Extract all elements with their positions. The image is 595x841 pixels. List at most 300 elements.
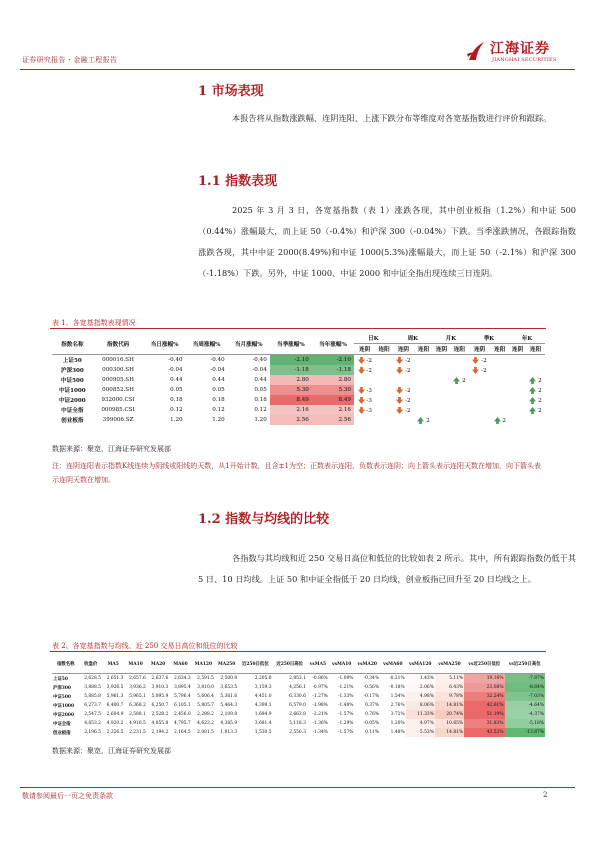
table-2-header: MA20 bbox=[147, 655, 169, 674]
table-1-header: 当周涨幅% bbox=[186, 333, 228, 355]
value-cell: 6,273.7 bbox=[84, 703, 101, 708]
index-code: 000300.SH bbox=[102, 367, 134, 373]
value-cell: 0.11% bbox=[365, 730, 380, 735]
streak-cell bbox=[376, 385, 393, 395]
value-cell: -1.57% bbox=[338, 712, 354, 717]
index-code: 000905.SH bbox=[102, 377, 134, 383]
streak-cell bbox=[490, 365, 509, 375]
pct-cell: 5.30 bbox=[312, 385, 354, 395]
index-name: 上证50 bbox=[62, 358, 82, 364]
streak-cell bbox=[414, 365, 433, 375]
table-row bbox=[52, 355, 545, 366]
streak-cell bbox=[469, 395, 491, 405]
streak-cell: -2 bbox=[393, 355, 415, 366]
streak-cell bbox=[414, 385, 433, 395]
pct-cell: 0.05 bbox=[254, 387, 267, 393]
pct-cell: 0.12 bbox=[170, 407, 183, 413]
pct-cell: -2.10 bbox=[270, 355, 312, 366]
table-2-header: vsMA10 bbox=[329, 655, 355, 674]
index-code: 000016.SH bbox=[102, 357, 134, 363]
value-cell: -1.09% bbox=[338, 676, 354, 681]
pct-cell: 0.05 bbox=[212, 387, 225, 393]
company-logo-english: JIANGHAI SECURITIES bbox=[492, 57, 557, 63]
pct-cell: -1.18 bbox=[312, 365, 354, 375]
streak-cell bbox=[354, 375, 376, 385]
table-1-source: 数据来源：聚宽，江海证券研究发展部 bbox=[52, 445, 171, 453]
section-1-1-title: 1.1 指数表现 bbox=[198, 174, 278, 189]
value-cell: 2,528.2 bbox=[151, 712, 169, 717]
company-logo-text: 江海证券 bbox=[490, 41, 550, 57]
value-cell: -0.97% bbox=[312, 685, 328, 690]
value-cell: 23.08% bbox=[464, 683, 504, 692]
value-cell: 4,385.9 bbox=[220, 721, 238, 726]
value-cell: -4.37% bbox=[505, 710, 546, 719]
value-cell: 14.81% bbox=[435, 701, 464, 710]
value-cell: 4,853.2 bbox=[84, 721, 101, 726]
value-cell: -1.34% bbox=[312, 730, 328, 735]
index-name: 中证500 bbox=[53, 694, 71, 700]
streak-cell bbox=[450, 415, 469, 425]
table-2-header: vsMA250 bbox=[435, 655, 464, 674]
pct-cell: 8.49 bbox=[270, 395, 312, 405]
value-cell: -1.48% bbox=[338, 703, 354, 708]
table-row bbox=[52, 710, 545, 719]
down-arrow-icon bbox=[358, 397, 365, 404]
value-cell: 4,855.8 bbox=[151, 721, 169, 726]
value-cell: 2,550.3 bbox=[289, 730, 306, 735]
streak-cell bbox=[450, 395, 469, 405]
value-cell: 31.83% bbox=[464, 719, 504, 728]
value-cell: 5.11% bbox=[435, 674, 464, 684]
streak-cell: -2 bbox=[469, 365, 491, 375]
value-cell: 3,888.5 bbox=[84, 685, 101, 690]
streak-cell: -2 bbox=[393, 405, 415, 415]
value-cell: 51.19% bbox=[464, 710, 504, 719]
value-cell: 1,684.9 bbox=[254, 712, 272, 717]
value-cell: -0.17% bbox=[363, 694, 380, 699]
pct-cell: 0.44 bbox=[170, 377, 183, 383]
value-cell: -1.33% bbox=[338, 694, 354, 699]
pct-cell: 8.49 bbox=[312, 395, 354, 405]
value-cell: 4,399.1 bbox=[254, 703, 272, 708]
table-1-caption-rule bbox=[50, 328, 546, 329]
pct-cell: 2.56 bbox=[312, 415, 354, 425]
pct-cell: -0.04 bbox=[252, 367, 267, 373]
value-cell: 3,810.0 bbox=[197, 685, 214, 690]
index-name: 中证全指 bbox=[53, 721, 71, 727]
streak-cell bbox=[393, 375, 415, 385]
value-cell: -0.86% bbox=[312, 676, 328, 681]
value-cell: 2,231.5 bbox=[129, 730, 146, 735]
pct-cell: -0.40 bbox=[210, 357, 225, 363]
streak-cell bbox=[376, 415, 393, 425]
table-2-source: 数据来源：聚宽，江海证券研究发展部 bbox=[52, 747, 171, 755]
streak-cell bbox=[414, 405, 433, 415]
pct-cell: 5.30 bbox=[270, 385, 312, 395]
index-code: 932000.CSI bbox=[101, 397, 135, 403]
value-cell: 14.81% bbox=[435, 728, 464, 737]
streak-cell bbox=[490, 355, 509, 366]
value-cell: -0.21% bbox=[389, 676, 405, 681]
value-cell: 4,256.1 bbox=[289, 685, 306, 690]
value-cell: 0.76% bbox=[365, 712, 380, 717]
value-cell: -7.03% bbox=[505, 692, 546, 701]
value-cell: 4.98% bbox=[406, 692, 435, 701]
value-cell: 2.06% bbox=[406, 683, 435, 692]
streak-cell bbox=[433, 405, 450, 415]
streak-cell: 2 bbox=[414, 415, 433, 425]
table-1-subheader: 连阴 bbox=[469, 344, 491, 355]
table-2-header: MA250 bbox=[215, 655, 238, 674]
pct-cell: 1.20 bbox=[170, 417, 183, 423]
table-row bbox=[52, 728, 545, 737]
streak-cell bbox=[450, 385, 469, 395]
value-cell: 2,591.5 bbox=[197, 676, 214, 681]
table-2-header: vsMA5 bbox=[307, 655, 329, 674]
section-1-2-title: 1.2 指数与均线的比较 bbox=[198, 512, 330, 527]
index-name: 上证50 bbox=[53, 676, 68, 682]
streak-cell bbox=[450, 405, 469, 415]
table-1-group-header: 年K bbox=[509, 333, 545, 344]
streak-cell bbox=[490, 395, 509, 405]
streak-cell bbox=[526, 365, 545, 375]
index-name: 沪深300 bbox=[60, 368, 84, 374]
table-row bbox=[52, 385, 545, 395]
streak-cell bbox=[393, 415, 415, 425]
table-1-subheader: 连阳 bbox=[450, 344, 469, 355]
index-name: 中证2000 bbox=[53, 712, 75, 718]
value-cell: 8.06% bbox=[406, 701, 435, 710]
header-report-type: 证券研究报告 · 金融工程报告 bbox=[22, 56, 118, 64]
up-arrow-icon bbox=[494, 417, 501, 424]
value-cell: -7.87% bbox=[505, 674, 546, 684]
value-cell: 5,805.7 bbox=[197, 703, 214, 708]
value-cell: -1.21% bbox=[338, 685, 354, 690]
value-cell: 2,226.5 bbox=[106, 730, 124, 735]
value-cell: -0.18% bbox=[389, 685, 405, 690]
table-1-caption: 表 1、各宽基指数表现情况 bbox=[52, 319, 136, 327]
table-row bbox=[52, 719, 545, 728]
value-cell: 3,681.4 bbox=[254, 721, 272, 726]
index-name: 中证全指 bbox=[61, 408, 84, 414]
pct-cell: 0.12 bbox=[254, 407, 267, 413]
streak-cell bbox=[414, 395, 433, 405]
streak-cell bbox=[509, 405, 526, 415]
table-1-subheader: 连阳 bbox=[414, 344, 433, 355]
table-2-header: MA120 bbox=[192, 655, 215, 674]
streak-cell: -2 bbox=[393, 365, 415, 375]
streak-cell bbox=[490, 385, 509, 395]
table-1-subheader: 连阴 bbox=[354, 344, 376, 355]
index-name: 中证1000 bbox=[58, 388, 86, 394]
value-cell: -0.34% bbox=[363, 676, 380, 681]
value-cell: 3,159.3 bbox=[254, 685, 272, 690]
pct-cell: 1.20 bbox=[254, 417, 267, 423]
table-2-header: 近250日高位 bbox=[273, 655, 307, 674]
pct-cell: -0.04 bbox=[168, 367, 183, 373]
value-cell: 1.20% bbox=[390, 721, 405, 726]
value-cell: 2,500.8 bbox=[220, 676, 238, 681]
pct-cell: -0.04 bbox=[210, 367, 225, 373]
table-row bbox=[52, 415, 545, 425]
value-cell: -1.57% bbox=[338, 730, 354, 735]
value-cell: -1.98% bbox=[312, 703, 328, 708]
table-1-header: 当月涨幅% bbox=[228, 333, 270, 355]
pct-cell: 2.80 bbox=[312, 375, 354, 385]
value-cell: 5,796.4 bbox=[173, 694, 191, 699]
table-1-header: 指数代码 bbox=[93, 333, 144, 355]
table-1-header: 当季涨幅% bbox=[270, 333, 312, 355]
value-cell: 4.97% bbox=[406, 719, 435, 728]
table-2-caption-rule bbox=[50, 651, 546, 652]
section-1-1-paragraph: 2025 年 3 月 3 日，各宽基指数（表 1）涨跌各现，其中创业板指（1.2%）和中证 500（0.44%）涨幅最大，而上证 50（-0.4%）和沪深 300（-0.04%）下跌。当季涨跌情况，各跟踪指数涨跌各现，其中中证 2000(8.49%)和中证 1000(5.3%)涨幅最大，而上证 50（-2.1%）和沪深 300（-1.18%）下跌。另外，中证 1000、中证 2000 和中证全指出现连续三日连阴。 bbox=[198, 205, 576, 278]
table-1-subheader: 连阴 bbox=[509, 344, 526, 355]
table-1-header: 指数名称 bbox=[52, 333, 93, 355]
value-cell: -1.27% bbox=[312, 694, 328, 699]
table-1-group-header: 季K bbox=[469, 333, 509, 344]
value-cell: 4,623.2 bbox=[197, 721, 214, 726]
table-row bbox=[52, 405, 545, 415]
down-arrow-icon bbox=[358, 387, 365, 394]
value-cell: 42.61% bbox=[464, 701, 504, 710]
pct-cell: 2.56 bbox=[270, 415, 312, 425]
table-row bbox=[52, 692, 545, 701]
section-1-2-paragraph: 各指数与其均线和近 250 交易日高位和低位的比较如表 2 所示。其中，所有跟踪指数仍低于其 5 日、10 日均线。上证 50 和中证全指低于 20 日均线，创业板指已回升至 20 日均线之上。 bbox=[198, 553, 576, 584]
table-1-subheader: 连阳 bbox=[526, 344, 545, 355]
value-cell: 2,456.0 bbox=[173, 712, 191, 717]
value-cell: 6,250.7 bbox=[151, 703, 169, 708]
footer-divider bbox=[20, 787, 575, 788]
streak-cell: -2 bbox=[354, 355, 376, 366]
value-cell: 5,464.3 bbox=[220, 703, 238, 708]
value-cell: 2,196.5 bbox=[84, 730, 101, 735]
streak-cell: 2 bbox=[490, 415, 509, 425]
pct-cell: 1.20 bbox=[212, 417, 225, 423]
value-cell: -13.87% bbox=[505, 728, 546, 737]
index-code: 000985.CSI bbox=[101, 407, 135, 413]
streak-cell: -3 bbox=[354, 395, 376, 405]
value-cell: 3,910.3 bbox=[151, 685, 169, 690]
value-cell: 20.74% bbox=[435, 710, 464, 719]
index-code: 399006.SZ bbox=[102, 417, 134, 423]
table-1-group-header: 周K bbox=[393, 333, 433, 344]
streak-cell bbox=[433, 355, 450, 366]
value-cell: 4,920.2 bbox=[106, 721, 124, 726]
streak-cell bbox=[469, 375, 491, 385]
table-1-subheader: 连阳 bbox=[376, 344, 393, 355]
table-row bbox=[52, 395, 545, 405]
pct-cell: 0.05 bbox=[170, 387, 183, 393]
streak-cell: -2 bbox=[393, 395, 415, 405]
index-name: 创业板指 bbox=[61, 418, 84, 424]
table-2-header: 指数名称 bbox=[52, 655, 80, 674]
table-row bbox=[52, 674, 545, 684]
header-divider bbox=[20, 69, 575, 70]
streak-cell: -3 bbox=[354, 385, 376, 395]
footer-disclaimer: 敬请参阅最后一页之免责条款 bbox=[22, 792, 113, 800]
pct-cell: 2.16 bbox=[270, 405, 312, 415]
value-cell: 5,885.8 bbox=[84, 694, 101, 699]
streak-cell bbox=[376, 355, 393, 366]
streak-cell bbox=[414, 355, 433, 366]
pct-cell: -0.40 bbox=[168, 357, 183, 363]
pct-cell: 0.18 bbox=[170, 397, 183, 403]
streak-cell bbox=[433, 365, 450, 375]
streak-cell bbox=[509, 355, 526, 366]
value-cell: 1.43% bbox=[406, 674, 435, 684]
streak-cell: -2 bbox=[393, 385, 415, 395]
value-cell: 2,637.6 bbox=[151, 676, 169, 681]
value-cell: 3,653.5 bbox=[220, 685, 238, 690]
value-cell: -4.64% bbox=[505, 701, 546, 710]
streak-cell bbox=[433, 415, 450, 425]
table-row bbox=[52, 365, 545, 375]
value-cell: 5,606.4 bbox=[197, 694, 214, 699]
table-1-group-header: 月K bbox=[433, 333, 469, 344]
pct-cell: 0.18 bbox=[254, 397, 267, 403]
streak-cell bbox=[490, 405, 509, 415]
streak-cell: 2 bbox=[526, 405, 545, 415]
value-cell: 19.16% bbox=[464, 674, 504, 684]
streak-cell: 2 bbox=[526, 385, 545, 395]
value-cell: 4,916.5 bbox=[129, 721, 146, 726]
value-cell: -0.56% bbox=[363, 685, 380, 690]
streak-cell bbox=[509, 415, 526, 425]
value-cell: 3.72% bbox=[390, 712, 405, 717]
value-cell: 6.43% bbox=[435, 683, 464, 692]
streak-cell bbox=[433, 375, 450, 385]
streak-cell bbox=[376, 405, 393, 415]
value-cell: 2,651.3 bbox=[106, 676, 124, 681]
value-cell: 4,795.7 bbox=[173, 721, 191, 726]
index-code: 000852.SH bbox=[102, 387, 134, 393]
table-1-note: 注：连阴连阳表示指数K线连续为阴线或阳线的天数，从1开始计数，且含±1为空；正数表示连阳，负数表示连阴；向上箭头表示连阳天数在增加，向下箭头表示连阴天数在增加。 bbox=[52, 462, 541, 484]
table-2-header: vs近250日高位 bbox=[505, 655, 546, 674]
table-2-header: vsMA60 bbox=[380, 655, 406, 674]
value-cell: -1.36% bbox=[312, 721, 328, 726]
table-2-header: MA5 bbox=[102, 655, 124, 674]
table-row bbox=[52, 701, 545, 710]
pct-cell: -1.18 bbox=[270, 365, 312, 375]
pct-cell: 0.12 bbox=[212, 407, 225, 413]
streak-cell bbox=[450, 365, 469, 375]
value-cell: 2,604.9 bbox=[106, 712, 124, 717]
table-2-caption: 表 2、各宽基指数与均线、近 250 交易日高位和低位的比较 bbox=[52, 642, 238, 650]
value-cell: 43.52% bbox=[464, 728, 504, 737]
value-cell: 1.48% bbox=[390, 730, 405, 735]
streak-cell bbox=[376, 375, 393, 385]
pct-cell: 2.16 bbox=[312, 405, 354, 415]
value-cell: 2,205.8 bbox=[254, 676, 272, 681]
value-cell: 2,634.3 bbox=[173, 676, 191, 681]
value-cell: 2,547.5 bbox=[84, 712, 101, 717]
pct-cell: 2.80 bbox=[270, 375, 312, 385]
streak-cell bbox=[490, 375, 509, 385]
streak-cell bbox=[414, 375, 433, 385]
streak-cell bbox=[509, 365, 526, 375]
table-row bbox=[52, 375, 545, 385]
pct-cell: 0.44 bbox=[212, 377, 225, 383]
value-cell: 1,530.5 bbox=[254, 730, 272, 735]
table-1-subheader: 连阴 bbox=[393, 344, 415, 355]
value-cell: 5,895.9 bbox=[151, 694, 169, 699]
streak-cell: 2 bbox=[526, 395, 545, 405]
value-cell: 10.65% bbox=[435, 719, 464, 728]
value-cell: 6,330.6 bbox=[289, 694, 306, 699]
value-cell: 9.78% bbox=[435, 692, 464, 701]
index-name: 沪深300 bbox=[53, 685, 71, 691]
streak-cell bbox=[509, 375, 526, 385]
value-cell: 2.76% bbox=[390, 703, 405, 708]
down-arrow-icon bbox=[358, 407, 365, 414]
table-2-header: 收盘价 bbox=[80, 655, 102, 674]
value-cell: 2,663.8 bbox=[289, 712, 306, 717]
streak-cell bbox=[526, 355, 545, 366]
company-logo-icon bbox=[466, 40, 486, 62]
down-arrow-icon bbox=[358, 367, 365, 374]
value-cell: 5,361.6 bbox=[220, 694, 238, 699]
value-cell: -0.05% bbox=[363, 721, 380, 726]
value-cell: 2,109.8 bbox=[220, 712, 238, 717]
pct-cell: 0.18 bbox=[212, 397, 225, 403]
value-cell: 5,961.3 bbox=[106, 694, 124, 699]
streak-cell bbox=[509, 395, 526, 405]
value-cell: 2,628.5 bbox=[84, 676, 101, 681]
value-cell: 1,913.3 bbox=[220, 730, 238, 735]
streak-cell bbox=[376, 395, 393, 405]
streak-cell bbox=[450, 355, 469, 366]
table-2-header: MA10 bbox=[124, 655, 146, 674]
streak-cell: -3 bbox=[354, 405, 376, 415]
table-1-header: 当日涨幅% bbox=[144, 333, 186, 355]
streak-cell bbox=[469, 385, 491, 395]
value-cell: 2,164.5 bbox=[173, 730, 191, 735]
value-cell: 11.33% bbox=[406, 710, 435, 719]
streak-cell bbox=[433, 395, 450, 405]
index-name: 中证1000 bbox=[53, 703, 75, 709]
value-cell: -1.29% bbox=[338, 721, 354, 726]
streak-cell: -2 bbox=[469, 355, 491, 366]
pct-cell: 0.44 bbox=[254, 377, 267, 383]
table-2-header: vs近250日低位 bbox=[464, 655, 504, 674]
streak-cell: 2 bbox=[450, 375, 469, 385]
table-1-header: 当年涨幅% bbox=[312, 333, 354, 355]
value-cell: 2,588.1 bbox=[129, 712, 146, 717]
section-1-title: 1 市场表现 bbox=[198, 84, 264, 99]
page-number: 2 bbox=[543, 791, 548, 799]
index-name: 中证2000 bbox=[58, 398, 86, 404]
streak-cell bbox=[469, 415, 491, 425]
down-arrow-icon bbox=[358, 357, 365, 364]
value-cell: 2,288.2 bbox=[197, 712, 214, 717]
index-name: 创业板指 bbox=[53, 730, 71, 736]
table-1-subheader: 连阴 bbox=[433, 344, 450, 355]
pct-cell: -0.40 bbox=[252, 357, 267, 363]
streak-cell bbox=[354, 415, 376, 425]
value-cell: -8.64% bbox=[505, 683, 546, 692]
value-cell: 1.54% bbox=[390, 694, 405, 699]
streak-cell bbox=[469, 405, 491, 415]
table-2-header: vsMA20 bbox=[354, 655, 380, 674]
table-2-header: MA60 bbox=[169, 655, 191, 674]
index-name: 中证500 bbox=[60, 378, 84, 384]
value-cell: 32.24% bbox=[464, 692, 504, 701]
value-cell: 4,451.0 bbox=[254, 694, 272, 699]
streak-cell bbox=[509, 385, 526, 395]
value-cell: 3,926.5 bbox=[106, 685, 124, 690]
value-cell: 5,118.3 bbox=[289, 721, 306, 726]
pct-cell: -2.10 bbox=[312, 355, 354, 366]
